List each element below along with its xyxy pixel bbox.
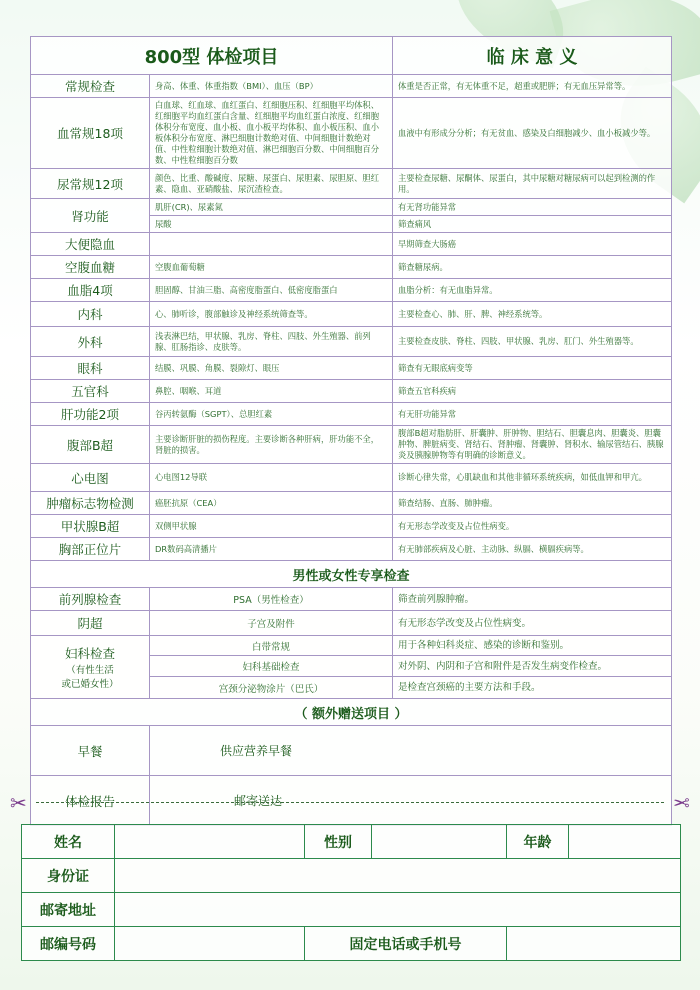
item-contents: PSA（男性检查）: [150, 588, 393, 611]
item-name: 大便隐血: [31, 233, 150, 256]
item-name: 胸部正位片: [31, 538, 150, 561]
item-name: 内科: [31, 302, 150, 327]
item-meaning: 筛查结肠、直肠、肺肿瘤。: [393, 492, 672, 515]
item-name: 血脂4项: [31, 279, 150, 302]
extra-item-name: 早餐: [31, 726, 150, 776]
extra-section-title: （ 额外赠送项目 ）: [31, 699, 672, 726]
gender-field[interactable]: [372, 825, 507, 859]
scissors-icon: ✂: [10, 791, 27, 815]
dashed-line: [36, 802, 664, 803]
phone-label: 固定电话或手机号: [305, 927, 507, 961]
item-meaning: 有无形态学改变及占位性病变。: [393, 611, 672, 636]
item-contents: 心、肺听诊，腹部触诊及神经系统筛查等。: [150, 302, 393, 327]
item-name: 心电图: [31, 464, 150, 492]
item-name: 眼科: [31, 357, 150, 380]
item-meaning: 体重是否正常，有无体重不足，超重或肥胖；有无血压异常等。: [393, 75, 672, 98]
item-name: 五官科: [31, 380, 150, 403]
item-contents: 身高、体重、体重指数（BMI）、血压（BP）: [150, 75, 393, 98]
age-field[interactable]: [569, 825, 681, 859]
item-name: 腹部B超: [31, 426, 150, 464]
package-title: 800型 体检项目: [31, 37, 393, 75]
address-label: 邮寄地址: [22, 893, 115, 927]
item-contents: 结膜、巩膜、角膜、裂隙灯、眼压: [150, 357, 393, 380]
item-meaning: 筛查有无眼底病变等: [393, 357, 672, 380]
item-name: 尿常规12项: [31, 169, 150, 199]
name-field[interactable]: [115, 825, 305, 859]
item-contents: 妇科基础检查: [150, 656, 393, 677]
clinical-meaning-title: 临 床 意 义: [393, 37, 672, 75]
gender-section-title: 男性或女性专享检查: [31, 561, 672, 588]
item-meaning: 筛查痛风: [393, 216, 672, 233]
item-contents: 白带常规: [150, 636, 393, 656]
item-contents: 胆固醇、甘油三脂、高密度脂蛋白、低密度脂蛋白: [150, 279, 393, 302]
cut-line: [10, 791, 690, 815]
id-field[interactable]: [115, 859, 681, 893]
item-meaning: 主要检查心、肺、肝、脾、神经系统等。: [393, 302, 672, 327]
item-meaning: 筛查前列腺肿瘤。: [393, 588, 672, 611]
item-name: 空腹血糖: [31, 256, 150, 279]
item-meaning: 腹部B超对脂肪肝、肝囊肿、肝肿物、胆结石、胆囊息肉、胆囊炎、胆囊肿物、脾脏病变、肾结石、肾肿瘤、肾囊肿、肾积水、输尿管结石、胰腺炎及胰腺肿物等有明确的诊断意义。: [393, 426, 672, 464]
item-meaning: 有无肾功能异常: [393, 199, 672, 216]
item-meaning: 是检查宫颈癌的主要方法和手段。: [393, 677, 672, 699]
item-meaning: 诊断心律失常，心肌缺血和其他非循环系统疾病，如低血钾和甲亢。: [393, 464, 672, 492]
item-meaning: 主要检查皮肤、脊柱、四肢、甲状腺、乳房、肛门、外生殖器等。: [393, 327, 672, 357]
item-name: 前列腺检查: [31, 588, 150, 611]
gyn-exam-name: [31, 636, 150, 699]
extra-item-value: 供应营养早餐: [150, 726, 672, 776]
item-meaning: 早期筛查大肠癌: [393, 233, 672, 256]
item-contents: 肌肝(CR)、尿素氮: [150, 199, 393, 216]
item-meaning: 血液中有形成分分析；有无贫血、感染及白细胞减少、血小板减少等。: [393, 98, 672, 169]
item-contents: 主要诊断肝脏的损伤程度。主要诊断各种肝病，肝功能不全，肾脏的损害。: [150, 426, 393, 464]
item-meaning: 有无肺部疾病及心脏、主动脉、纵膈、横膈疾病等。: [393, 538, 672, 561]
item-name: 肝功能2项: [31, 403, 150, 426]
item-contents: 颜色、比重、酸碱度、尿糖、尿蛋白、尿胆素、尿胆原、胆红素、隐血、亚硝酸盐、尿沉渣检查。: [150, 169, 393, 199]
item-meaning: 筛查糖尿病。: [393, 256, 672, 279]
item-name: 肿瘤标志物检测: [31, 492, 150, 515]
extra-item-value: 邮寄送达: [150, 776, 672, 826]
registration-form: [21, 824, 681, 961]
item-contents: 鼻腔、咽喉、耳道: [150, 380, 393, 403]
item-contents: 白血球、红血球、血红蛋白、红细胞压积、红细胞平均体积、红细胞平均血红蛋白含量、红细胞平均血红蛋白浓度、红细胞体积分布宽度、血小板、血小板平均体积、血小板压积、血小板体积分布宽度、淋巴细胞计数绝对值、中间细胞计数绝对值、中性粒细胞计数绝对值、淋巴细胞百分数、中间细胞百分数、中性粒细胞百分数: [150, 98, 393, 169]
item-name: 常规检查: [31, 75, 150, 98]
item-contents: 双侧甲状腺: [150, 515, 393, 538]
item-meaning: 有无肝功能异常: [393, 403, 672, 426]
item-contents: DR数码高清播片: [150, 538, 393, 561]
postcode-field[interactable]: [115, 927, 305, 961]
item-contents: 子宫及附件: [150, 611, 393, 636]
address-field[interactable]: [115, 893, 681, 927]
item-contents: 心电图12导联: [150, 464, 393, 492]
phone-field[interactable]: [507, 927, 681, 961]
age-label: 年龄: [507, 825, 569, 859]
gender-label: 性别: [305, 825, 372, 859]
item-contents: 癌胚抗原（CEA）: [150, 492, 393, 515]
item-contents: 浅表淋巴结，甲状腺、乳房、脊柱、四肢、外生殖器、前列腺、肛肠指诊、皮肤等。: [150, 327, 393, 357]
item-name: 阴超: [31, 611, 150, 636]
item-contents: 空腹血葡萄糖: [150, 256, 393, 279]
item-meaning: 用于各种妇科炎症、感染的诊断和鉴别。: [393, 636, 672, 656]
gyn-exam-title: 妇科检查: [64, 646, 115, 661]
extra-item-name: 体检报告: [31, 776, 150, 826]
item-contents: 谷丙转氨酶（SGPT）、总胆红素: [150, 403, 393, 426]
item-name: 肾功能: [31, 199, 150, 233]
gyn-exam-note: （有性生活: [66, 665, 114, 676]
item-meaning: 血脂分析：有无血脂异常。: [393, 279, 672, 302]
postcode-label: 邮编号码: [22, 927, 115, 961]
item-meaning: 主要检查尿糖、尿酮体、尿蛋白，其中尿糖对糖尿病可以起到检测的作用。: [393, 169, 672, 199]
item-meaning: 对外阴、内阴和子宫和附件是否发生病变作检查。: [393, 656, 672, 677]
exam-items-table: [30, 36, 672, 826]
item-name: 血常规18项: [31, 98, 150, 169]
item-name: 甲状腺B超: [31, 515, 150, 538]
gyn-exam-note: 或已婚女性）: [61, 679, 119, 690]
item-contents: [150, 233, 393, 256]
item-meaning: 筛查五官科疾病: [393, 380, 672, 403]
item-contents: 尿酸: [150, 216, 393, 233]
name-label: 姓名: [22, 825, 115, 859]
scissors-icon: ✂: [673, 791, 690, 815]
item-name: 外科: [31, 327, 150, 357]
item-meaning: 有无形态学改变及占位性病变。: [393, 515, 672, 538]
id-label: 身份证: [22, 859, 115, 893]
item-contents: 宫颈分泌物涂片（巴氏）: [150, 677, 393, 699]
